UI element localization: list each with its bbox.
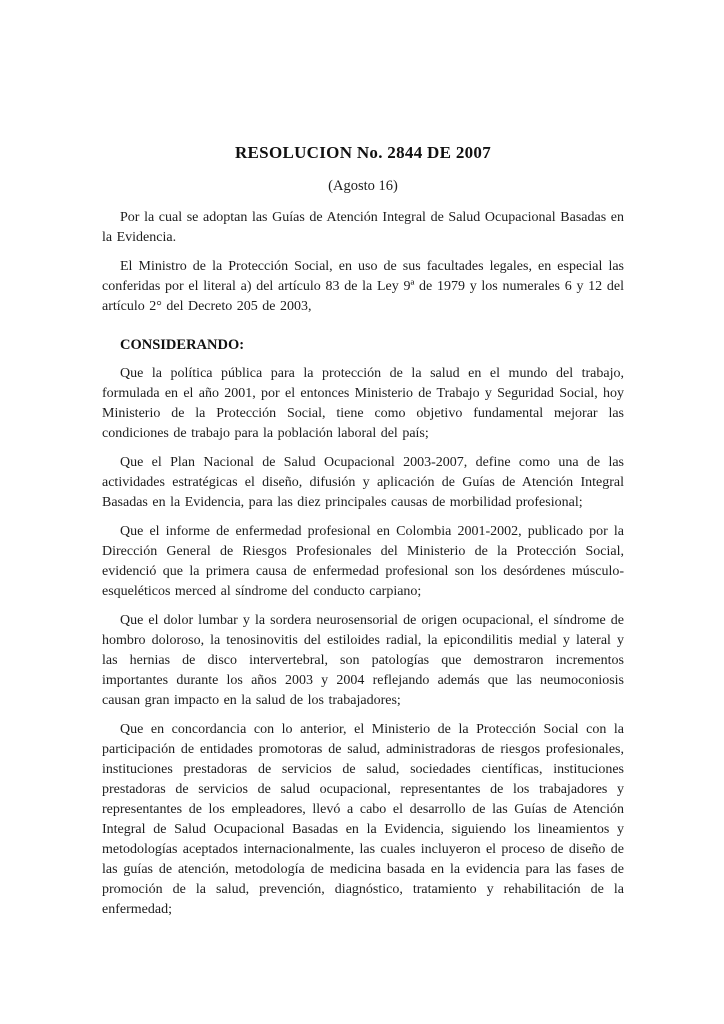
considering-heading: CONSIDERANDO: [120, 337, 245, 353]
document-title: RESOLUCION No. 2844 DE 2007 [234, 143, 492, 162]
authority-paragraph: El Ministro de la Protección Social, en uso de sus facultades legales, en especial las conferidas por el literal a) del artículo 83 de la Ley 9ª de 1979 y los numerales 6 y 12 del artículo 2° del Decreto 205 de 2003, [102, 259, 624, 314]
considering-paragraph-2: Que el Plan Nacional de Salud Ocupacional 2003-2007, define como una de las actividades estratégicas el diseño, difusión y aplicación de Guías de Atención Integral Basadas en la Evidencia, para las diez principales causas de morbilidad profesional; [102, 455, 624, 510]
considering-paragraph-4: Que el dolor lumbar y la sordera neurosensorial de origen ocupacional, el síndrome de hombro doloroso, la tenosinovitis del estiloides radial, la epicondilitis medial y lateral y las hernias de disco intervertebral, son patologías que demostraron incrementos importantes durante los años 2003 y 2004 reflejando además que las neumoconiosis causan gran impacto en la salud de los trabajadores; [102, 613, 624, 708]
considering-paragraph-1: Que la política pública para la protección de la salud en el mundo del trabajo, formulada en el año 2001, por el entonces Ministerio de Trabajo y Seguridad Social, hoy Ministerio de la Protección Social, tiene como objetivo fundamental mejorar las condiciones de trabajo para la población laboral del país; [102, 366, 624, 441]
document-date-line: (Agosto 16) [328, 178, 398, 194]
subject-paragraph: Por la cual se adoptan las Guías de Atención Integral de Salud Ocupacional Basadas en la Evidencia. [102, 210, 624, 245]
considering-paragraph-3: Que el informe de enfermedad profesional en Colombia 2001-2002, publicado por la Dirección General de Riesgos Profesionales del Ministerio de la Protección Social, evidenció que la primera causa de enfermedad profesional son los desórdenes músculo-esqueléticos merced al síndrome del conducto carpiano; [102, 524, 624, 599]
considering-paragraph-5: Que en concordancia con lo anterior, el Ministerio de la Protección Social con la participación de entidades promotoras de salud, administradoras de riesgos profesionales, instituciones prestadoras de servicios de salud, sociedades científicas, instituciones prestadoras de servicios de salud ocupacional, representantes de los trabajadores y representantes de los empleadores, llevó a cabo el desarrollo de las Guías de Atención Integral de Salud Ocupacional Basadas en la Evidencia, siguiendo los lineamientos y metodologías aceptados internacionalmente, las cuales incluyeron el proceso de diseño de las guías de atención, metodología de medicina basada en la evidencia para las fases de promoción de la salud, prevención, diagnóstico, tratamiento y rehabilitación de la enfermedad; [102, 722, 624, 917]
